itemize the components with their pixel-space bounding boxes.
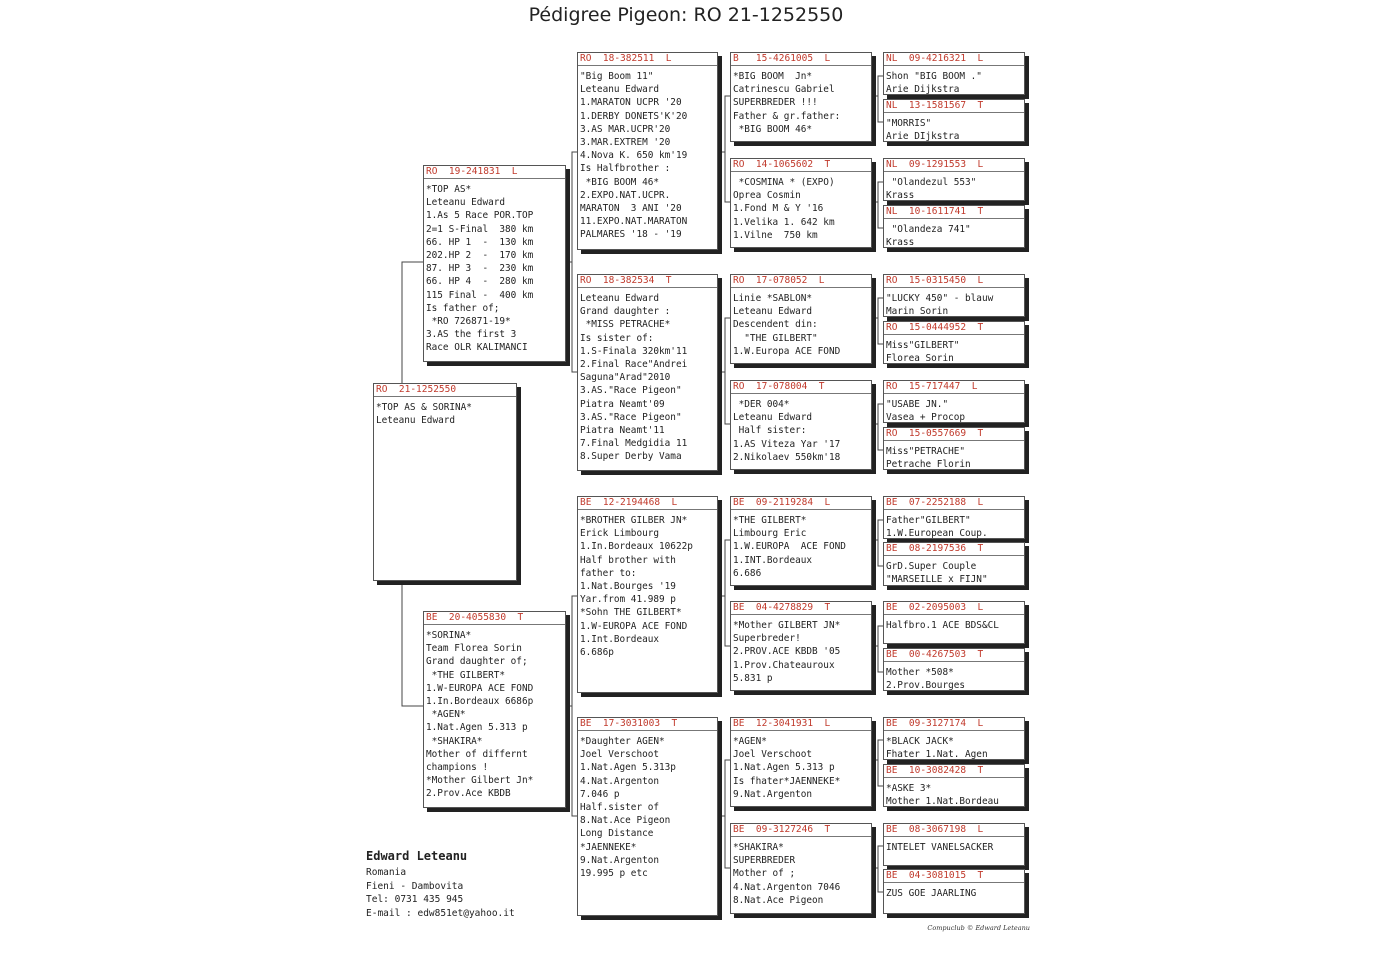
card-line: *DER 004* [733,399,790,410]
ring-number: BE 08-3067198 L [884,824,1024,837]
card-line: *AGEN* [733,736,767,747]
card-line: ZUS GOE JAARLING [886,888,977,899]
card-line: Miss"GILBERT" [886,340,960,351]
card-line: *BLACK JACK* [886,736,954,747]
breeder-contact [366,848,515,920]
pedigree-card-g5-10 [883,542,1025,586]
card-line: Half brother with [580,554,676,566]
card-line: *Sohn THE GILBERT* [580,607,682,619]
card-line: Florea Sorin [886,353,954,364]
page-title: Pédigree Pigeon: RO 21-1252550 [528,4,844,26]
card-line: PALMARES '18 - '19 [580,229,682,241]
card-line: 2.Prov.Bourges [886,680,966,691]
card-line: 1.As 5 Race POR.TOP [426,210,534,222]
card-line: 1.INT.Bordeaux [733,554,813,566]
card-line: 2.Final Race"Andrei [580,359,688,371]
card-line: Leteanu Edward [580,84,660,96]
card-line: Leteanu Edward [733,306,813,318]
card-line: 115 Final - 400 km [426,289,534,301]
card-line: 5.831 p [733,672,773,684]
card-line: 8.Super Derby Vama [580,451,682,463]
pedigree-card-g5-3 [883,158,1025,201]
card-line: 3.AS the first 3 [426,329,517,341]
card-line: "Olandeza 741" [886,224,971,235]
card-line: *SHAKIRA* [733,842,784,853]
card-line: 3.AS."Race Pigeon" [580,385,682,397]
card-line: "MORRIS" [886,118,932,129]
card-line: INTELET VANELSACKER [886,842,994,853]
card-line: 9.Nat.Argenton [733,788,813,800]
card-line: 4.Nat.Argenton [580,775,660,787]
card-line: Father & gr.father: [733,110,841,122]
card-line: Is father of; [426,302,500,314]
ring-number: RO 21-1252550 [374,384,516,397]
ring-number: RO 15-0444952 T [884,322,1024,335]
card-line: *SORINA* [426,630,472,641]
ring-number: BE 20-4055830 T [424,612,565,625]
card-line: 1.Nat.Agen 5.313p [580,762,676,774]
card-line: *MISS PETRACHE* [580,319,671,331]
ring-number: NL 09-1291553 L [884,159,1024,172]
card-line: "THE GILBERT" [733,332,818,344]
breeder-country: Romania [366,867,407,878]
card-line: 7.Final Medgidia 11 [580,438,688,450]
breeder-location: Fieni - Dambovita [366,880,464,892]
pedigree-card-g4-1 [730,52,872,142]
card-line: 1.AS Viteza Yar '17 [733,438,841,450]
ring-number: NL 10-1611741 T [884,206,1024,219]
card-line: 8.Nat.Ace Pigeon [733,894,824,906]
card-line: "LUCKY 450" - blauw [886,293,994,304]
pedigree-card-g4-8 [730,823,872,914]
card-line: *THE GILBERT* [733,515,807,526]
card-line: champions ! [426,762,489,774]
card-line: Joel Verschoot [580,749,660,761]
ring-number: RO 15-0315450 L [884,275,1024,288]
card-line: Joel Verschoot [733,749,813,761]
ring-number: BE 09-3127246 T [731,824,871,837]
card-line: 1.S-Finala 320km'11 [580,345,688,357]
ring-number: BE 17-3031003 T [578,718,717,731]
card-line: Marin Sorin [886,306,949,317]
card-line: 19.995 p etc [580,868,648,880]
pedigree-card-g4-5 [730,496,872,586]
card-line: "USABE JN." [886,399,949,410]
card-line: Descendent din: [733,319,818,331]
pedigree-card-g4-7 [730,717,872,807]
pedigree-card-g5-14 [883,764,1025,807]
card-line: Leteanu Edward [580,293,660,304]
card-line: Is fhater*JAENNEKE* [733,775,841,787]
card-line: Erick Limbourg [580,528,660,540]
card-line: 1.W-EUROPA ACE FOND [580,620,688,632]
card-line: Petrache Florin [886,459,971,470]
card-line: Arie Dijkstra [886,84,960,95]
card-line: 3.AS."Race Pigeon" [580,411,682,423]
ring-number: BE 12-3041931 L [731,718,871,731]
card-line: 1.W-EUROPA ACE FOND [426,682,534,694]
ring-number: BE 04-3081015 T [884,870,1024,883]
card-line: Half.sister of [580,802,660,814]
pedigree-card-g4-6 [730,601,872,691]
card-line: 1.Nat.Bourges '19 [580,581,676,593]
card-line: Shon "BIG BOOM ." [886,71,982,82]
card-line: "MARSEILLE x FIJN" [886,574,988,586]
card-line: Team Florea Sorin [426,643,522,655]
ring-number: BE 07-2252188 L [884,497,1024,510]
card-line: Mother of ; [733,868,796,880]
card-line: Vasea + Procop [886,412,966,423]
pedigree-card-g5-16 [883,869,1025,914]
breeder-email: E-mail : edw851et@yahoo.it [366,907,515,919]
card-line: 1.Int.Bordeaux [580,633,660,645]
pedigree-card-g4-4 [730,380,872,470]
pedigree-card-g5-11 [883,601,1025,644]
card-line: 202.HP 2 - 170 km [426,250,534,262]
pedigree-card-g5-13 [883,717,1025,760]
card-line: Father"GILBERT" [886,515,971,526]
card-line: 6.686 [733,567,762,579]
card-line: Miss"PETRACHE" [886,446,966,457]
ring-number: RO 15-717447 L [884,381,1024,394]
card-line: "Big Boom 11" [580,71,654,82]
card-line: Is Halfbrother : [580,163,671,175]
pedigree-card-g3-2 [577,274,718,471]
card-line: Long Distance [580,828,654,840]
card-line: Grand daughter of; [426,656,528,668]
card-line: Fhater 1.Nat. Agen [886,749,988,760]
card-line: 3.MAR.EXTREM '20 [580,137,671,149]
card-line: 1.W.European Coup. [886,528,988,539]
card-line: 1.Velika 1. 642 km [733,216,835,228]
pedigree-card-g5-2 [883,99,1025,142]
card-line: 1.Nat.Agen 5.313 p [733,762,835,774]
card-line: Limbourg Eric [733,528,807,540]
card-line: 2.PROV.ACE KBDB '05 [733,646,841,658]
pedigree-card-sire [423,165,566,362]
card-line: 4.Nova K. 650 km'19 [580,150,688,162]
card-line: SUPERBREDER !!! [733,97,818,109]
ring-number: B 15-4261005 L [731,53,871,66]
ring-number: BE 08-2197536 T [884,543,1024,556]
card-line: 2.Nikolaev 550km'18 [733,451,841,463]
pedigree-card-g4-2 [730,158,872,248]
card-line: 1.Prov.Chateauroux [733,659,835,671]
card-line: Oprea Cosmin [733,190,801,202]
ring-number: BE 02-2095003 L [884,602,1024,615]
card-line: father to: [580,567,637,579]
card-line: Superbreder! [733,633,801,645]
card-line: *BIG BOOM Jn* [733,71,813,82]
card-line: 66. HP 1 - 130 km [426,236,534,248]
pedigree-card-g5-4 [883,205,1025,248]
card-line: *Mother Gilbert Jn* [426,775,534,787]
ring-number: RO 14-1065602 T [731,159,871,172]
card-line: *ASKE 3* [886,783,932,794]
card-line: Half sister: [733,425,807,437]
pedigree-card-g3-4 [577,717,718,916]
card-line: 9.Nat.Argenton [580,854,660,866]
ring-number: RO 15-0557669 T [884,428,1024,441]
card-line: 7.046 p [580,788,620,800]
pedigree-card-g3-3 [577,496,718,693]
card-line: Krass [886,190,915,201]
pedigree-card-main [373,383,517,581]
card-line: 87. HP 3 - 230 km [426,263,534,275]
card-line: 1.W.EUROPA ACE FOND [733,541,846,553]
card-line: "Olandezul 553" [886,177,977,188]
software-credit: Compuclub © Edward Leteanu [927,924,1030,932]
card-line: Krass [886,237,915,248]
ring-number: BE 00-4267503 T [884,649,1024,662]
ring-number: BE 09-2119284 L [731,497,871,510]
card-line: Catrinescu Gabriel [733,84,835,96]
card-line: 1.W.Europa ACE FOND [733,345,841,357]
ring-number: RO 18-382511 L [578,53,717,66]
card-line: 8.Nat.Ace Pigeon [580,815,671,827]
breeder-name: Edward Leteanu [366,849,468,863]
card-line: Yar.from 41.989 p [580,594,676,606]
card-line: 1.Vilne 750 km [733,229,818,241]
pedigree-card-g5-12 [883,648,1025,691]
pedigree-card-g3-1 [577,52,718,250]
card-line: *THE GILBERT* [426,669,506,681]
card-line: Race OLR KALIMANCI [426,342,528,354]
card-line: 66. HP 4 - 280 km [426,276,534,288]
ring-number: RO 18-382534 T [578,275,717,288]
card-line: Mother *508* [886,667,954,678]
card-line: 1.Nat.Agen 5.313 p [426,722,528,734]
pedigree-card-g5-6 [883,321,1025,364]
card-line: Linie *SABLON* [733,293,813,304]
card-line: 1.Fond M & Y '16 [733,203,824,215]
card-line: 6.686p [580,647,614,659]
pedigree-card-g5-5 [883,274,1025,317]
card-line: 1.In.Bordeaux 6686p [426,696,534,708]
ring-number: BE 12-2194468 L [578,497,717,510]
card-line: *BIG BOOM 46* [733,123,813,135]
card-line: Mother 1.Nat.Bordeau [886,796,999,807]
card-line: Is sister of: [580,332,654,344]
card-line: 2.EXPO.NAT.UCPR. [580,189,671,201]
pedigree-card-g5-9 [883,496,1025,539]
card-line: 11.EXPO.NAT.MARATON [580,216,688,228]
ring-number: NL 13-1581567 T [884,100,1024,113]
card-line: *Mother GILBERT JN* [733,620,841,631]
card-line: Leteanu Edward [426,197,506,209]
card-line: *BIG BOOM 46* [580,176,660,188]
ring-number: RO 17-078004 T [731,381,871,394]
card-line: 1.In.Bordeaux 10622p [580,541,693,553]
card-line: 2=1 S-Final 380 km [426,223,534,235]
pedigree-card-dam [423,611,566,808]
pedigree-card-g5-1 [883,52,1025,95]
ring-number: BE 10-3082428 T [884,765,1024,778]
pedigree-card-g5-15 [883,823,1025,866]
card-line: *RO 726871-19* [426,316,511,328]
card-line: *BROTHER GILBER JN* [580,515,688,526]
card-line: *COSMINA * (EXPO) [733,177,835,188]
card-line: MARATON 3 ANI '20 [580,203,682,215]
card-line: *SHAKIRA* [426,735,483,747]
card-line: 2.Prov.Ace KBDB [426,788,511,800]
pedigree-card-g5-8 [883,427,1025,470]
card-line: *TOP AS & SORINA* [376,402,472,413]
card-line: 3.AS MAR.UCPR'20 [580,123,671,135]
card-line: GrD.Super Couple [886,561,977,572]
ring-number: BE 04-4278829 T [731,602,871,615]
card-line: Leteanu Edward [733,412,813,424]
pedigree-card-g4-3 [730,274,872,364]
card-line: Leteanu Edward [376,415,456,427]
card-line: *JAENNEKE* [580,841,637,853]
card-line: Mother of differnt [426,748,528,760]
card-line: *Daughter AGEN* [580,736,665,747]
card-line: Saguna"Arad"2010 [580,372,671,384]
ring-number: BE 09-3127174 L [884,718,1024,731]
ring-number: NL 09-4216321 L [884,53,1024,66]
pedigree-card-g5-7 [883,380,1025,423]
card-line: *TOP AS* [426,184,472,195]
ring-number: RO 19-241831 L [424,166,565,179]
card-line: Piatra Neamt'11 [580,425,665,437]
card-line: *AGEN* [426,709,466,721]
card-line: Piatra Neamt'09 [580,398,665,410]
card-line: Grand daughter : [580,306,671,318]
breeder-phone: Tel: 0731 435 945 [366,894,464,905]
ring-number: RO 17-078052 L [731,275,871,288]
card-line: Arie DIjkstra [886,131,960,142]
card-line: Halfbro.1 ACE BDS&CL [886,620,999,631]
card-line: 1.DERBY DONETS'K'20 [580,110,688,122]
card-line: 1.MARATON UCPR '20 [580,97,682,109]
card-line: SUPERBREDER [733,855,796,867]
card-line: 4.Nat.Argenton 7046 [733,881,841,893]
